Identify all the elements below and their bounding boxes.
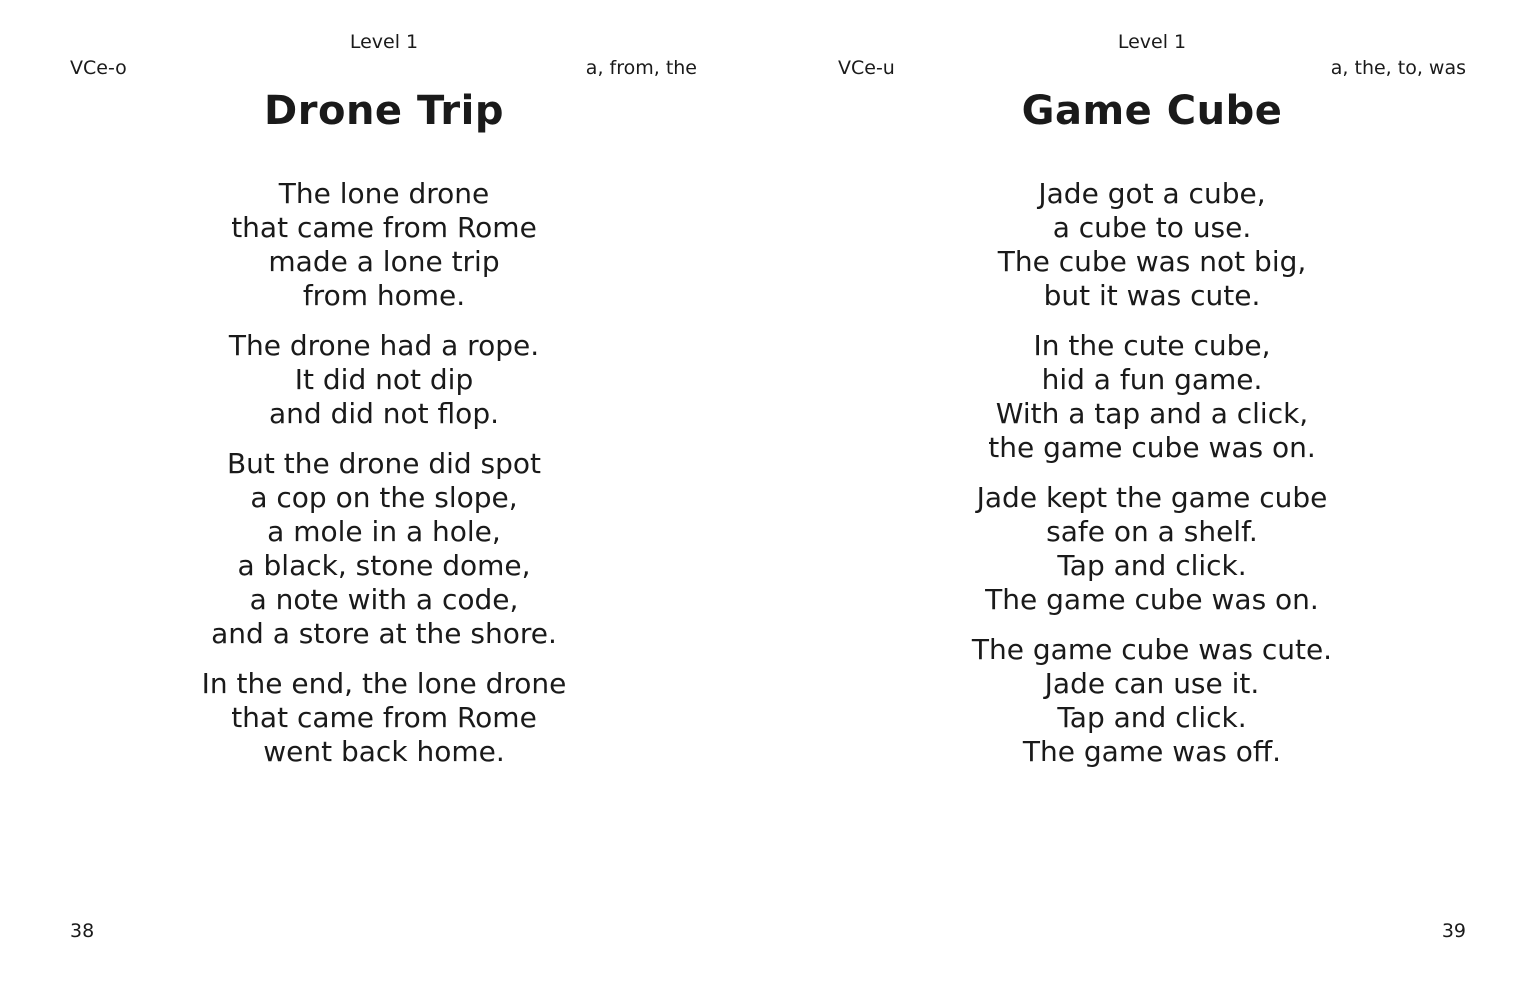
level-label: Level 1 <box>349 31 419 53</box>
text-line: and a store at the shore. <box>211 617 557 650</box>
text-line: The game cube was cute. <box>971 633 1333 666</box>
text-line: Jade can use it. <box>1044 667 1260 700</box>
text-line: that came from Rome <box>231 701 537 734</box>
text-line: But the drone did spot <box>226 447 542 480</box>
text-line: a black, stone dome, <box>237 549 531 582</box>
phonics-pattern: VCe-o <box>70 57 127 79</box>
text-line: went back home. <box>263 735 505 768</box>
text-line: The game cube was on. <box>985 583 1319 616</box>
text-line: With a tap and a click, <box>995 397 1309 430</box>
text-line: The cube was not big, <box>997 245 1307 278</box>
story-title: Game Cube <box>1021 88 1283 134</box>
sight-words: a, from, the <box>585 57 697 79</box>
text-line: The lone drone <box>278 177 490 210</box>
text-line: a cop on the slope, <box>250 481 518 514</box>
stanza <box>0 447 768 651</box>
text-line: the game cube was on. <box>988 431 1316 464</box>
text-line: Tap and click. <box>1057 549 1247 582</box>
story-text <box>0 177 768 785</box>
stanza <box>768 177 1536 313</box>
text-line: a mole in a hole, <box>267 515 501 548</box>
text-line: In the end, the lone drone <box>201 667 567 700</box>
text-line: but it was cute. <box>1043 279 1261 312</box>
text-line: Jade got a cube, <box>1038 177 1266 210</box>
stanza <box>0 177 768 313</box>
text-line: In the cute cube, <box>1033 329 1271 362</box>
right-page <box>768 0 1536 994</box>
text-line: It did not dip <box>294 363 474 396</box>
text-line: Tap and click. <box>1057 701 1247 734</box>
text-line: hid a fun game. <box>1041 363 1263 396</box>
stanza <box>768 633 1536 769</box>
text-line: from home. <box>302 279 466 312</box>
text-line: The drone had a rope. <box>228 329 540 362</box>
text-line: Jade kept the game cube <box>976 481 1328 514</box>
story-title: Drone Trip <box>264 88 504 134</box>
text-line: a cube to use. <box>1052 211 1252 244</box>
text-line: made a lone trip <box>268 245 500 278</box>
text-line: safe on a shelf. <box>1046 515 1258 548</box>
level-label: Level 1 <box>1117 31 1187 53</box>
page-number: 39 <box>1441 920 1466 942</box>
phonics-pattern: VCe-u <box>838 57 895 79</box>
stanza <box>0 667 768 769</box>
sight-words: a, the, to, was <box>1330 57 1466 79</box>
text-line: The game was off. <box>1022 735 1282 768</box>
page-number: 38 <box>70 920 95 942</box>
stanza <box>768 481 1536 617</box>
story-text <box>768 177 1536 785</box>
stanza <box>0 329 768 431</box>
text-line: that came from Rome <box>231 211 537 244</box>
stanza <box>768 329 1536 465</box>
text-line: and did not flop. <box>268 397 499 430</box>
text-line: a note with a code, <box>249 583 519 616</box>
